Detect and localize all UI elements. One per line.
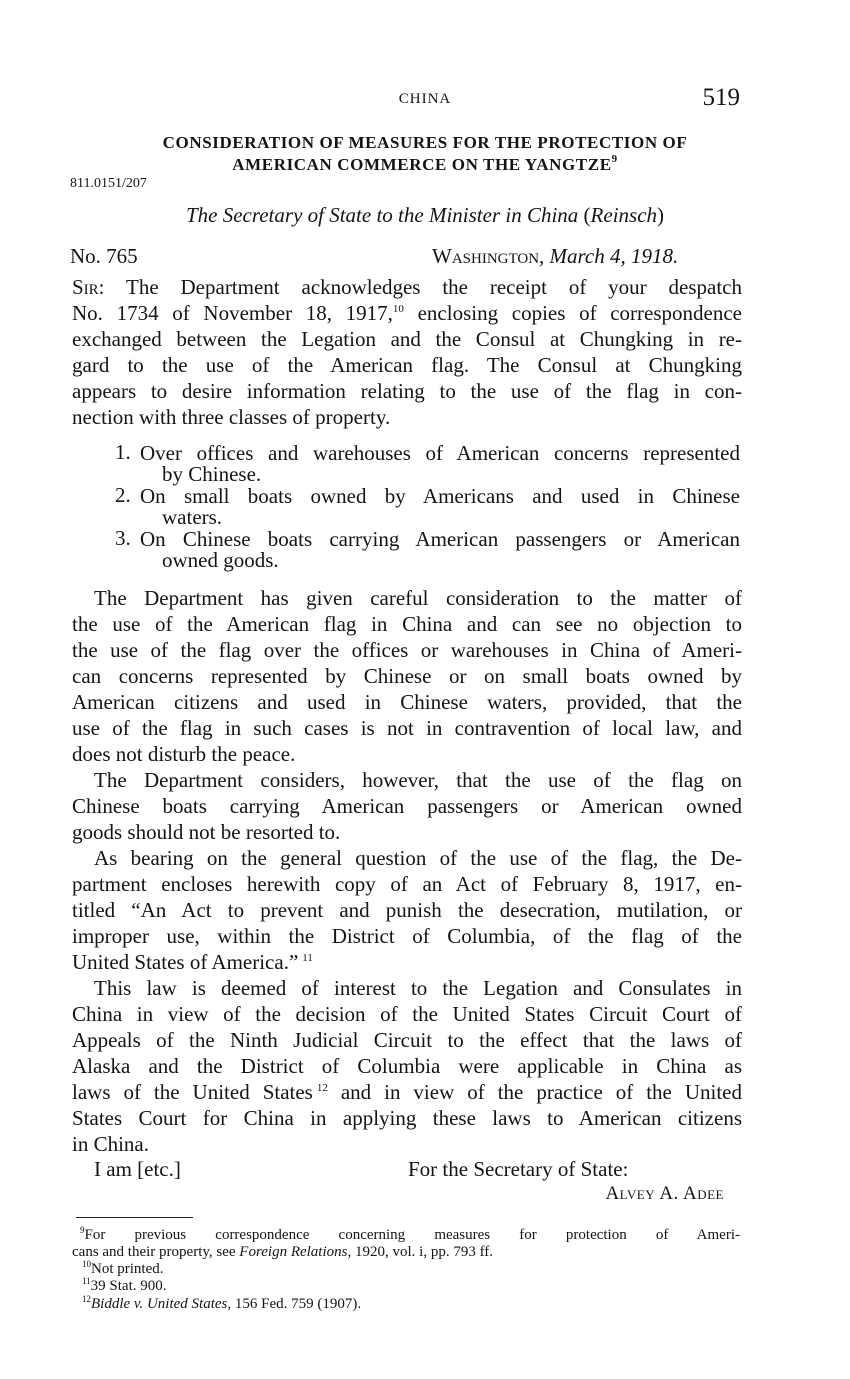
footnote-12: $^{12}$Biddle v. United States, 156 Fed. 759 (1907). [82,1294,362,1312]
para5-line-7: in China. [72,1132,149,1156]
para5-line-4: Alaska and the District of Columbia were applicable in China as [72,1054,742,1078]
para1-line-3: exchanged between the Legation and the Consul at Chungking in re- [72,327,742,351]
footnote-ref-9: 9 [611,153,618,165]
footnote-9-line-2: cans and their property, see Foreign Relations, 1920, vol. i, pp. 793 ff. [72,1244,494,1260]
subtitle-person: Reinsch [590,203,658,227]
footnote-ref-10: 10 [392,303,404,315]
para5-line-3: Appeals of the Ninth Judicial Circuit to the effect that the laws of [72,1028,742,1052]
footnote-11: $^{11}$39 Stat. 900. [82,1276,167,1294]
document-subtitle: The Secretary of State to the Minister in China (Reinsch) [185,203,665,227]
para2-line-7: does not disturb the peace. [72,742,296,766]
footnote-9-line-1: $^9$For previous correspondence concerning measures for protection of Ameri- [80,1225,740,1243]
footnote-ref-12: 12 [316,1082,328,1094]
title-line-1: CONSIDERATION OF MEASURES FOR THE PROTECTION OF [162,133,688,152]
list-item-1-number: 1. [115,440,131,464]
para2-line-1: The Department has given careful consideration to the matter of [94,586,742,610]
para2-line-5: American citizens and used in Chinese waters, provided, that the [72,690,742,714]
list-item-2-number: 2. [115,483,131,507]
para2-line-4: can concerns represented by Chinese or on small boats owned by [72,664,742,688]
page-number: 519 [702,84,740,111]
para4-line-5: United States of America.” $^{11}$ [72,950,313,974]
para2-line-3: the use of the flag over the offices or warehouses in China of Ameri- [72,638,742,662]
list-item-3-line-1: On Chinese boats carrying American passengers or American [140,527,740,551]
title-line-2: AMERICAN COMMERCE ON THE YANGTZE$^9$ [232,153,618,174]
footnote-ref-11: 11 [302,952,313,964]
para4-line-2: partment encloses herewith copy of an Act of February 8, 1917, en- [72,872,742,896]
para2-line-2: the use of the American flag in China and can see no objection to [72,612,742,636]
para4-line-3: titled “An Act to prevent and punish the desecration, mutilation, or [72,898,742,922]
para1-line-5: appears to desire information relating to the use of the flag in con- [72,379,742,403]
footnote-12-mark: 12 [82,1294,91,1304]
para4-line-1: As bearing on the general question of the use of the flag, the De- [94,846,742,870]
list-item-2-line-2: waters. [162,505,223,529]
para1-line-4: gard to the use of the American flag. The Consul at Chungking [72,353,742,377]
list-item-3-line-2: owned goods. [162,548,279,572]
dispatch-place-date: Washington, March 4, 1918. [432,244,679,268]
salutation: Sir: [72,275,105,299]
para2-line-6: use of the flag in such cases is not in contravention of local law, and [72,716,742,740]
list-item-2-line-1: On small boats owned by Americans and used in Chinese [140,484,740,508]
para5-line-1: This law is deemed of interest to the Legation and Consulates in [94,976,742,1000]
signature: Alvey A. Adee [605,1183,724,1204]
list-item-1-line-1: Over offices and warehouses of American concerns represented [140,441,740,465]
footnote-10-mark: 10 [82,1259,91,1269]
footnote-rule [76,1217,193,1218]
complimentary-close: I am [etc.] [94,1157,181,1181]
for-secretary-line: For the Secretary of State: [408,1157,629,1181]
para5-line-2: China in view of the decision of the United States Circuit Court of [72,1002,742,1026]
para3-line-1: The Department considers, however, that the use of the flag on [94,768,742,792]
para1-line-1: Sir: The Department acknowledges the receipt of your despatch [72,275,742,299]
dispatch-place: Washington [432,244,540,268]
para1-line-6: nection with three classes of property. [72,405,391,429]
para3-line-2: Chinese boats carrying American passengers or American owned [72,794,742,818]
para1-line-2: No. 1734 of November 18, 1917,10 enclosing copies of correspondence [72,301,743,325]
para4-line-4: improper use, within the District of Columbia, of the flag of the [72,924,742,948]
footnote-9-mark: 9 [80,1225,85,1235]
footnote-10: $^{10}$Not printed. [82,1259,164,1277]
file-number: 811.0151/207 [70,176,147,191]
dispatch-date: March 4, 1918. [549,244,679,268]
list-item-1-line-2: by Chinese. [162,462,262,486]
para5-line-6: States Court for China in applying these laws to American citizens [72,1106,742,1130]
footnote-11-mark: 11 [82,1276,91,1286]
para5-line-5: laws of the United States $^{12}$ and in view of the practice of the United [72,1080,742,1104]
para3-line-3: goods should not be resorted to. [72,820,341,844]
running-head: CHINA [398,91,452,107]
dispatch-number: No. 765 [70,244,138,268]
list-item-3-number: 3. [115,526,131,550]
